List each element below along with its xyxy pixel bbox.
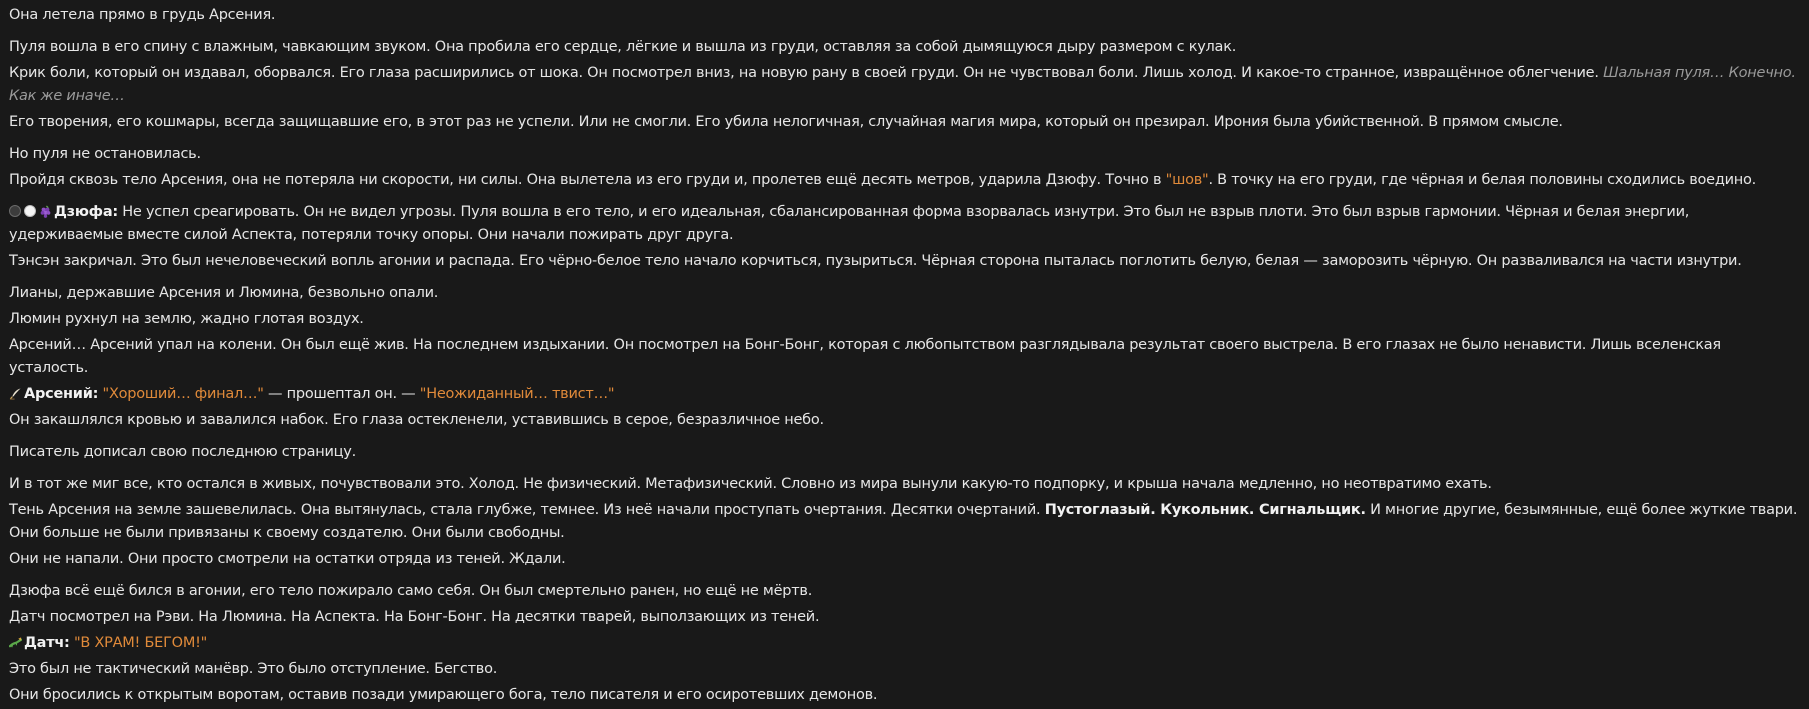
narration-line: Пуля вошла в его спину с влажным, чавкающим звуком. Она пробила его сердце, лёгкие и вышла из груди, оставляя за собой дымящуюся дыру размером с кулак.: [9, 39, 1237, 55]
narration-line: [9, 61, 1799, 110]
speaker-name: Дзюфа:: [54, 204, 118, 220]
narration-line: Но пуля не остановилась.: [9, 146, 201, 162]
character-line-datch: [9, 631, 1799, 657]
narration-line: Это был не тактический манёвр. Это было отступление. Бегство.: [9, 661, 498, 677]
narration-text: . В точку на его груди, где чёрная и белая половины сходились воедино.: [1208, 172, 1757, 188]
grapes-icon: [39, 205, 52, 218]
dialogue-quote: "Неожиданный… твист…": [419, 386, 615, 402]
narration-text: — прошептал он. —: [263, 386, 420, 402]
dialogue-quote: "В ХРАМ! БЕГОМ!": [73, 635, 208, 651]
quill-icon: [9, 387, 22, 400]
narration-line: Он закашлялся кровью и завалился набок. Его глаза остекленели, уставившись в серое, безразличное небо.: [9, 412, 824, 428]
narration-text: Не успел среагировать. Он не видел угрозы. Пуля вошла в его тело, и его идеальная, сбалансированная форма взорвалась изнутри. Это был не взрыв плоти. Это был взрыв гармонии. Чёрная и белая энергии, удерживаемые вместе силой Аспекта, потеряли точку опоры. Они начали пожирать друг друга.: [9, 204, 1690, 243]
narration-line: [9, 168, 1799, 194]
narration-text: Тень Арсения на земле зашевелилась. Она вытянулась, стала глубже, темнее. Из неё начали проступать очертания. Десятки очертаний.: [9, 502, 1045, 518]
narration-line: Она летела прямо в грудь Арсения.: [9, 7, 276, 23]
narration-line: Датч посмотрел на Рэви. На Люмина. На Аспекта. На Бонг-Бонг. На десятки тварей, выползающих из теней.: [9, 609, 820, 625]
dialogue-quote: "Хороший… финал…": [102, 386, 264, 402]
narration-text: И многие другие, безымянные, ещё более жуткие твари. Они больше не были привязаны к своему создателю. Они были свободны.: [9, 502, 1798, 541]
speaker-name: Датч:: [24, 635, 70, 651]
character-line-dzyufa: [9, 194, 1799, 249]
dark-orb-icon: [9, 205, 21, 217]
narration-line: Они не напали. Они просто смотрели на остатки отряда из теней. Ждали.: [9, 551, 566, 567]
speaker-name: Арсений:: [24, 386, 99, 402]
lizard-icon: [9, 636, 22, 649]
white-orb-icon: [24, 205, 36, 217]
creature-names: Пустоглазый. Кукольник. Сигнальщик.: [1044, 502, 1366, 518]
narration-text: Пройдя сквозь тело Арсения, она не потеряла ни скорости, ни силы. Она вылетела из его груди и, пролетев ещё десять метров, ударила Дзюфу. Точно в: [9, 172, 1166, 188]
narration-line: И в тот же миг все, кто остался в живых, почувствовали это. Холод. Не физический. Метафизический. Словно из мира вынули какую-то подпорку, и крыша начала медленно, но неотвратимо ехать.: [9, 476, 1492, 492]
narration-line: Лианы, державшие Арсения и Люмина, безвольно опали.: [9, 285, 439, 301]
narration-line: Они бросились к открытым воротам, оставив позади умирающего бога, тело писателя и его осиротевших демонов.: [9, 687, 878, 703]
narration-line: Тэнсэн закричал. Это был нечеловеческий вопль агонии и распада. Его чёрно-белое тело начало корчиться, пузыриться. Чёрная сторона пыталась поглотить белую, белая — заморозить чёрную. Он разваливался на части изнутри.: [9, 253, 1742, 269]
narration-text: Крик боли, который он издавал, оборвался. Его глаза расширились от шока. Он посмотрел вниз, на новую рану в своей груди. Он не чувствовал боли. Лишь холод. И какое-то странное, извращённое облегчение.: [9, 65, 1604, 81]
inner-thought: Шальная пуля… Конечно. Как же иначе…: [9, 65, 1796, 104]
narration-line: Писатель дописал свою последнюю страницу.: [9, 444, 356, 460]
quoted-word: "шов": [1165, 172, 1209, 188]
narration-line: Дзюфа всё ещё бился в агонии, его тело пожирало само себя. Он был смертельно ранен, но ещё не мёртв.: [9, 583, 813, 599]
narration-line: Люмин рухнул на землю, жадно глотая воздух.: [9, 311, 364, 327]
narration-line: [9, 498, 1799, 547]
character-line-arseniy: [9, 382, 1799, 408]
narration-line: Арсений… Арсений упал на колени. Он был ещё жив. На последнем издыхании. Он посмотрел на Бонг-Бонг, которая с любопытством разглядывала результат своего выстрела. В его глазах не было ненависти. Лишь вселенская усталость.: [9, 337, 1721, 376]
narration-line: Его творения, его кошмары, всегда защищавшие его, в этот раз не успели. Или не смогли. Его убила нелогичная, случайная магия мира, который он презирал. Ирония была убийственной. В прямом смысле.: [9, 114, 1563, 130]
